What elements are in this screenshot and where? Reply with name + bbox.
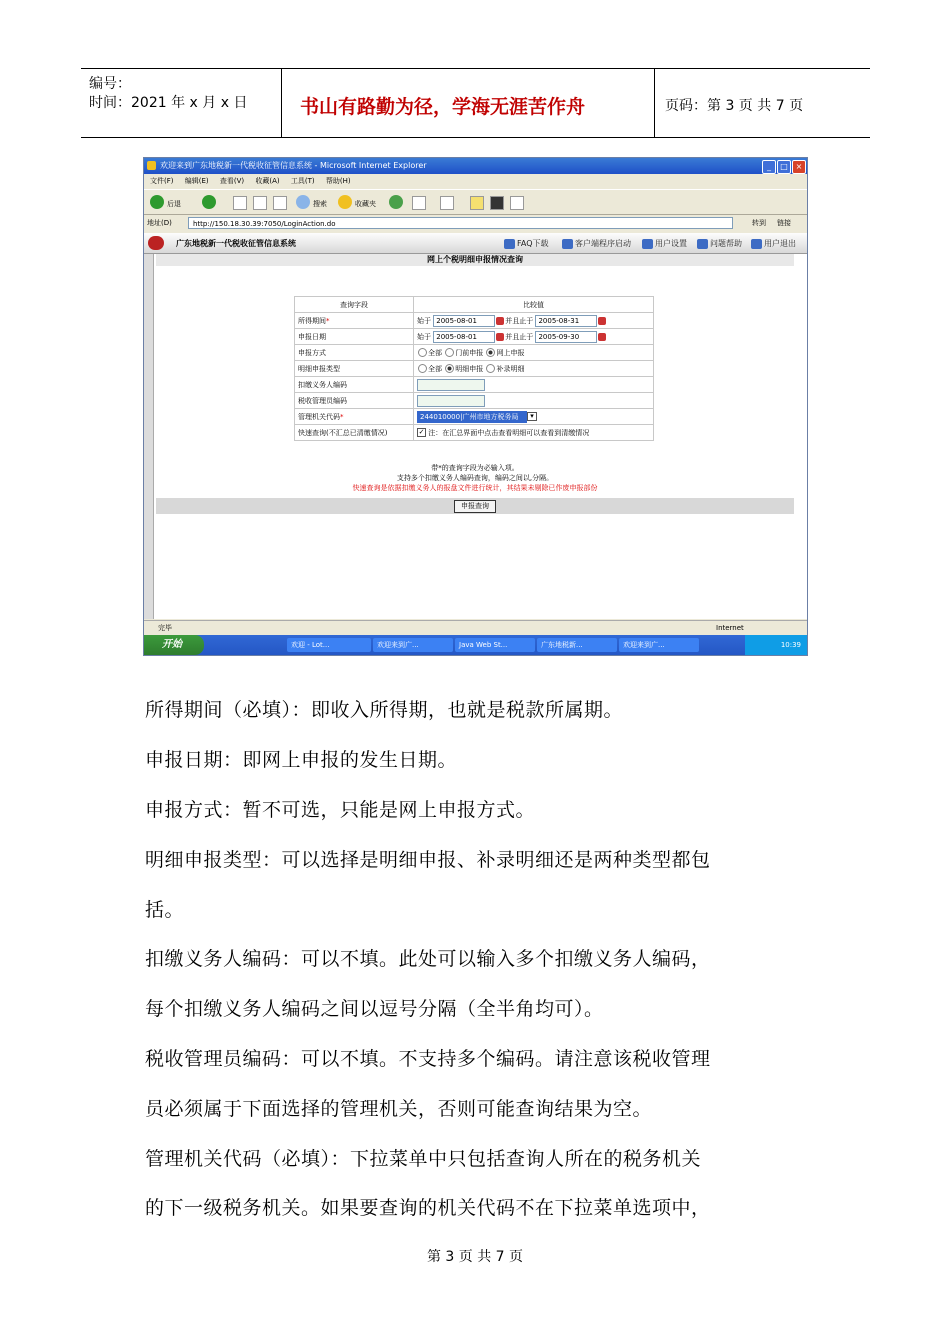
header-motto-cell bbox=[282, 69, 655, 137]
help-icon bbox=[697, 239, 708, 249]
date-to-input[interactable]: 2005-09-30 bbox=[535, 331, 597, 343]
status-zone: Internet bbox=[716, 624, 744, 632]
para-method: 申报方式：暂不可选，只能是网上申报方式。 bbox=[145, 799, 536, 821]
print-icon[interactable] bbox=[440, 196, 454, 210]
system-tray-clock: 10:39 bbox=[745, 635, 807, 655]
menu-favorites[interactable]: 收藏(A) bbox=[255, 177, 280, 185]
org-select[interactable]: 244010000|广州市地方税务局 bbox=[417, 411, 527, 423]
forward-icon[interactable] bbox=[202, 195, 216, 209]
ie-icon bbox=[147, 161, 156, 170]
search-label[interactable]: 搜索 bbox=[313, 200, 327, 208]
para-withholder-cont: 每个扣缴义务人编码之间以逗号分隔（全半角均可）。 bbox=[145, 998, 604, 1020]
link-logout[interactable]: 用户退出 bbox=[751, 238, 796, 249]
query-form bbox=[294, 296, 654, 441]
date-from-input[interactable]: 2005-08-01 bbox=[433, 331, 495, 343]
page-header bbox=[81, 68, 870, 138]
address-input[interactable]: http://150.18.30.39:7050/LoginAction.do bbox=[188, 217, 733, 229]
start-button[interactable]: 开始 bbox=[144, 635, 204, 655]
menu-help[interactable]: 帮助(H) bbox=[325, 177, 351, 185]
favorites-label[interactable]: 收藏夹 bbox=[355, 200, 376, 208]
calendar-icon[interactable] bbox=[496, 317, 504, 325]
header-meta-cell bbox=[81, 69, 282, 137]
type-all-radio[interactable] bbox=[418, 364, 427, 373]
status-bar bbox=[144, 620, 807, 635]
taskbar bbox=[144, 635, 807, 655]
officer-label: 税收管理员编码 bbox=[295, 393, 414, 409]
col-field-header: 查询字段 bbox=[295, 297, 414, 313]
home-icon[interactable] bbox=[273, 196, 287, 210]
method-online-radio[interactable] bbox=[486, 348, 495, 357]
row-officer bbox=[295, 393, 654, 409]
link-client-launch[interactable]: 客户端程序启动 bbox=[562, 238, 631, 249]
link-help[interactable]: 问题帮助 bbox=[697, 238, 742, 249]
row-type: 明细申报类型 全部 明细申报 补录明细 bbox=[295, 361, 654, 377]
form-notes bbox=[156, 463, 794, 493]
period-from-input[interactable]: 2005-08-01 bbox=[433, 315, 495, 327]
row-date bbox=[295, 329, 654, 345]
withholder-input[interactable] bbox=[417, 379, 485, 391]
type-supplement-radio[interactable] bbox=[486, 364, 495, 373]
page-footer: 第 3 页 共 7 页 bbox=[426, 1249, 524, 1265]
links-label[interactable]: 链接 bbox=[777, 219, 791, 227]
chevron-down-icon[interactable]: ▾ bbox=[527, 412, 537, 421]
menu-bar bbox=[144, 175, 807, 187]
para-org-cont: 的下一级税务机关。如果要查询的机关代码不在下拉菜单选项中， bbox=[145, 1197, 711, 1219]
row-method: 申报方式 全部 门前申报 网上申报 bbox=[295, 345, 654, 361]
calendar-icon[interactable] bbox=[598, 333, 606, 341]
favorites-icon[interactable] bbox=[338, 195, 352, 209]
period-from-prefix: 始于 bbox=[417, 316, 431, 325]
taskbar-item[interactable]: 广东地税新... bbox=[537, 638, 617, 652]
calendar-icon[interactable] bbox=[598, 317, 606, 325]
row-org bbox=[295, 409, 654, 425]
col-value-header: 比较值 bbox=[414, 297, 654, 313]
para-org: 管理机关代码（必填）：下拉菜单中只包括查询人所在的税务机关 bbox=[145, 1148, 702, 1170]
para-withholder: 扣缴义务人编码：可以不填。此处可以输入多个扣缴义务人编码， bbox=[145, 948, 711, 970]
query-page-title: 网上个税明细申报情况查询 bbox=[156, 254, 794, 266]
para-period: 所得期间（必填）：即收入所得期，也就是税款所属期。 bbox=[145, 699, 624, 721]
header-page-cell bbox=[655, 69, 870, 137]
menu-tools[interactable]: 工具(T) bbox=[290, 177, 315, 185]
doc-number-label: 编号： bbox=[89, 76, 131, 92]
status-done: 完毕 bbox=[158, 624, 172, 632]
stop-icon[interactable] bbox=[233, 196, 247, 210]
refresh-icon[interactable] bbox=[253, 196, 267, 210]
quick-checkbox[interactable]: ✓ bbox=[418, 428, 425, 436]
withholder-label: 扣缴义务人编码 bbox=[295, 377, 414, 393]
maximize-icon[interactable]: □ bbox=[777, 160, 791, 174]
menu-edit[interactable]: 编辑(E) bbox=[184, 177, 209, 185]
user-settings-icon bbox=[642, 239, 653, 249]
notes-icon[interactable] bbox=[470, 196, 484, 210]
row-period bbox=[295, 313, 654, 329]
left-frame-strip[interactable] bbox=[144, 254, 154, 619]
site-name: 广东地税新一代税收征管信息系统 bbox=[176, 239, 296, 248]
date-label: 申报日期 bbox=[295, 329, 414, 345]
go-button[interactable]: 转到 bbox=[752, 219, 766, 227]
officer-input[interactable] bbox=[417, 395, 485, 407]
method-counter-radio[interactable] bbox=[445, 348, 454, 357]
taskbar-item[interactable]: 欢迎来到广... bbox=[373, 638, 453, 652]
header-page-info: 页码：第 3 页 共 7 页 bbox=[665, 98, 804, 114]
menu-view[interactable]: 查看(V) bbox=[219, 177, 245, 185]
taskbar-item[interactable]: 欢迎 - Lot... bbox=[287, 638, 371, 652]
mail-icon[interactable] bbox=[412, 196, 426, 210]
tax-logo-icon bbox=[148, 236, 164, 250]
back-label[interactable]: 后退 bbox=[167, 200, 181, 208]
logout-icon bbox=[751, 239, 762, 249]
taskbar-item[interactable]: Java Web St... bbox=[455, 638, 535, 652]
address-bar bbox=[144, 215, 807, 232]
back-icon[interactable] bbox=[150, 195, 164, 209]
history-icon[interactable] bbox=[389, 195, 403, 209]
menu-file[interactable]: 文件(F) bbox=[150, 177, 174, 185]
para-type: 明细申报类型：可以选择是明细申报、补录明细还是两种类型都包 bbox=[145, 849, 711, 871]
date-from-prefix: 始于 bbox=[417, 332, 431, 341]
close-icon[interactable]: × bbox=[792, 160, 806, 174]
client-icon bbox=[562, 239, 573, 249]
taskbar-item[interactable]: 欢迎来到广... bbox=[619, 638, 699, 652]
note-quick-query: 快速查询是依据扣缴义务人的报盘文件进行统计，其结果未剔除已作废申报部份 bbox=[352, 484, 598, 492]
type-detail-radio[interactable] bbox=[445, 364, 454, 373]
period-label: 所得期间 bbox=[298, 316, 326, 325]
type-label: 明细申报类型 bbox=[295, 361, 414, 377]
date-to-prefix: 并且止于 bbox=[505, 332, 534, 341]
para-type-cont: 括。 bbox=[145, 899, 185, 921]
org-label: 管理机关代码 bbox=[298, 412, 340, 421]
period-to-input[interactable]: 2005-08-31 bbox=[535, 315, 597, 327]
para-date: 申报日期：即网上申报的发生日期。 bbox=[145, 749, 458, 771]
period-to-prefix: 并且止于 bbox=[505, 316, 534, 325]
site-header bbox=[144, 233, 807, 254]
address-label: 地址(D) bbox=[147, 219, 172, 227]
para-officer-cont: 员必须属于下面选择的管理机关，否则可能查询结果为空。 bbox=[145, 1098, 653, 1120]
quick-note: 注：在汇总界面中点击查看明细可以查看到清缴情况 bbox=[428, 428, 590, 437]
window-titlebar bbox=[144, 158, 807, 174]
calendar-icon[interactable] bbox=[496, 333, 504, 341]
search-icon[interactable] bbox=[296, 195, 310, 209]
row-quick bbox=[295, 425, 654, 441]
minimize-icon[interactable]: _ bbox=[762, 160, 776, 174]
faq-icon bbox=[504, 239, 515, 249]
toolbar bbox=[144, 189, 807, 215]
link-user-settings[interactable]: 用户设置 bbox=[642, 238, 687, 249]
ie-window-screenshot bbox=[143, 157, 808, 656]
doc-time-label: 时间：2021 年 x 月 x 日 bbox=[89, 95, 248, 111]
para-officer: 税收管理员编码：可以不填。不支持多个编码。请注意该税收管理 bbox=[145, 1048, 711, 1070]
quick-label: 快速查询(不汇总已清缴情况) bbox=[295, 425, 414, 441]
submit-bar bbox=[156, 498, 794, 514]
media-icon[interactable] bbox=[490, 196, 504, 210]
row-withholder bbox=[295, 377, 654, 393]
required-mark: * bbox=[340, 412, 344, 421]
header-motto: 书山有路勤为径，学海无涯苦作舟 bbox=[300, 96, 586, 118]
query-submit-button[interactable]: 申报查询 bbox=[454, 500, 496, 513]
method-label: 申报方式 bbox=[295, 345, 414, 361]
required-mark: * bbox=[326, 316, 330, 325]
window-title: 欢迎来到广东地税新一代税收征管信息系统 - Microsoft Internet Explorer bbox=[160, 161, 427, 170]
link-faq[interactable]: FAQ下载 bbox=[504, 238, 549, 249]
note-required: 带*的查询字段为必输入项。 bbox=[431, 464, 519, 472]
messenger-icon[interactable] bbox=[510, 196, 524, 210]
note-multi-code: 支持多个扣缴义务人编码查询，编码之间以,分隔。 bbox=[396, 474, 554, 482]
method-all-radio[interactable] bbox=[418, 348, 427, 357]
